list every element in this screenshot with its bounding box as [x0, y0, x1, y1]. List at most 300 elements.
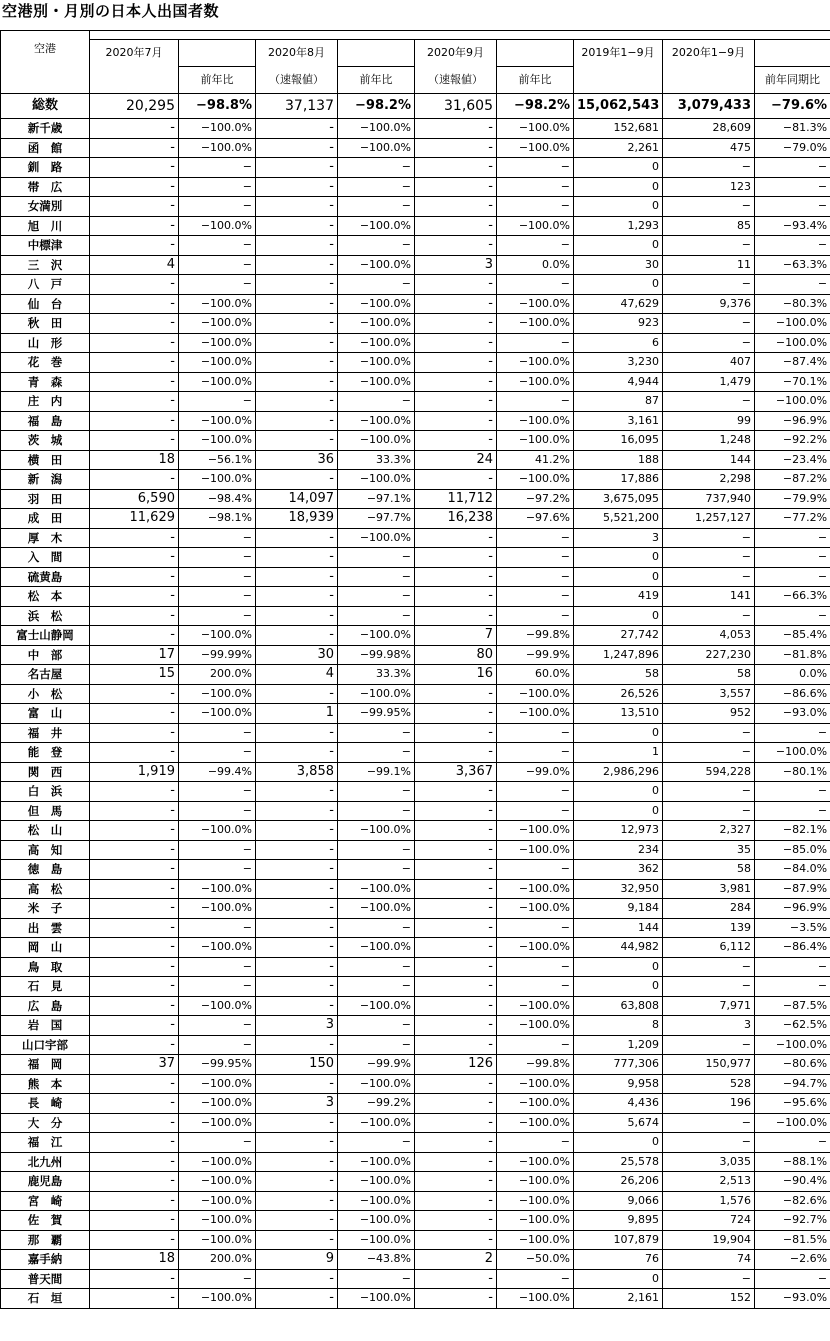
table-body	[1, 31, 830, 1309]
table-row	[1, 782, 830, 802]
airport-name: 茨 城	[1, 431, 90, 451]
airport-name: 松 山	[1, 821, 90, 841]
airport-name: 花 巻	[1, 353, 90, 373]
cell-sep-yoy: −100.0%	[497, 1094, 574, 1114]
airport-name: 新千歳	[1, 119, 90, 139]
cell-y2020: −	[663, 275, 755, 295]
cell-jul-yoy: −98.4%	[179, 489, 256, 509]
table-row	[1, 275, 830, 295]
total-jul-yoy: −98.8%	[179, 94, 256, 119]
cell-sep-yoy: −100.0%	[497, 684, 574, 704]
cell-sep: -	[415, 1269, 497, 1289]
cell-aug: -	[256, 684, 338, 704]
cell-aug: -	[256, 177, 338, 197]
cell-sep-yoy: −100.0%	[497, 1152, 574, 1172]
cell-sep: -	[415, 1211, 497, 1231]
cell-y2019: 27,742	[574, 626, 663, 646]
cell-aug: -	[256, 1211, 338, 1231]
cell-aug: -	[256, 918, 338, 938]
cell-aug-yoy: −	[338, 840, 415, 860]
table-row	[1, 470, 830, 490]
cell-aug: -	[256, 587, 338, 607]
cell-aug-yoy: −	[338, 606, 415, 626]
cell-jul: -	[90, 372, 179, 392]
cell-sep-yoy: −99.0%	[497, 762, 574, 782]
table-row	[1, 158, 830, 178]
cell-jul-yoy: −100.0%	[179, 470, 256, 490]
airport-name: 能 登	[1, 743, 90, 763]
cell-y2019: 63,808	[574, 996, 663, 1016]
cell-sep-yoy: −	[497, 743, 574, 763]
cell-y2020: 3	[663, 1016, 755, 1036]
cell-sep-yoy: −100.0%	[497, 314, 574, 334]
cell-jul: -	[90, 1211, 179, 1231]
airport-name: 福 岡	[1, 1055, 90, 1075]
cell-yoy: −	[755, 723, 830, 743]
table-row	[1, 1074, 830, 1094]
cell-aug: -	[256, 1152, 338, 1172]
cell-yoy: −81.5%	[755, 1230, 830, 1250]
airport-name: 中 部	[1, 645, 90, 665]
cell-aug: -	[256, 392, 338, 412]
cell-y2020: 99	[663, 411, 755, 431]
cell-y2020: 6,112	[663, 938, 755, 958]
cell-y2019: 76	[574, 1250, 663, 1270]
airport-name: 広 島	[1, 996, 90, 1016]
cell-sep-yoy: −100.0%	[497, 1016, 574, 1036]
cell-aug: -	[256, 275, 338, 295]
cell-jul-yoy: 200.0%	[179, 665, 256, 685]
cell-yoy: −93.0%	[755, 704, 830, 724]
cell-aug: -	[256, 314, 338, 334]
cell-jul-yoy: −	[179, 743, 256, 763]
table-row	[1, 1289, 830, 1309]
cell-sep-yoy: −	[497, 723, 574, 743]
cell-sep-yoy: −100.0%	[497, 372, 574, 392]
airport-name: 長 崎	[1, 1094, 90, 1114]
cell-y2019: 5,674	[574, 1113, 663, 1133]
cell-sep-yoy: −100.0%	[497, 1113, 574, 1133]
cell-jul-yoy: −99.99%	[179, 645, 256, 665]
cell-sep-yoy: −99.8%	[497, 626, 574, 646]
cell-aug-yoy: −100.0%	[338, 821, 415, 841]
cell-jul: -	[90, 938, 179, 958]
cell-jul-yoy: −100.0%	[179, 431, 256, 451]
cell-yoy: −100.0%	[755, 333, 830, 353]
cell-sep: -	[415, 1113, 497, 1133]
cell-aug-yoy: −	[338, 1016, 415, 1036]
cell-aug-yoy: −99.95%	[338, 704, 415, 724]
cell-y2019: 26,526	[574, 684, 663, 704]
cell-jul: -	[90, 879, 179, 899]
table-row	[1, 977, 830, 997]
cell-sep-yoy: −100.0%	[497, 1289, 574, 1309]
cell-aug: -	[256, 470, 338, 490]
cell-yoy: −96.9%	[755, 411, 830, 431]
cell-aug-yoy: −100.0%	[338, 255, 415, 275]
cell-jul: -	[90, 1016, 179, 1036]
cell-jul-yoy: −100.0%	[179, 684, 256, 704]
airport-name: 北九州	[1, 1152, 90, 1172]
cell-sep: -	[415, 606, 497, 626]
airport-name: 岩 国	[1, 1016, 90, 1036]
cell-y2019: 234	[574, 840, 663, 860]
cell-aug: -	[256, 567, 338, 587]
header-sep-prelim: （速報値）	[415, 67, 497, 94]
cell-yoy: −77.2%	[755, 509, 830, 529]
cell-y2019: 188	[574, 450, 663, 470]
cell-sep: -	[415, 138, 497, 158]
cell-sep-yoy: −100.0%	[497, 996, 574, 1016]
cell-aug: -	[256, 1074, 338, 1094]
airport-name: 中標津	[1, 236, 90, 256]
cell-sep: -	[415, 723, 497, 743]
cell-yoy: −100.0%	[755, 314, 830, 334]
cell-aug: -	[256, 294, 338, 314]
cell-aug: 9	[256, 1250, 338, 1270]
cell-aug-yoy: −	[338, 957, 415, 977]
table-row	[1, 704, 830, 724]
cell-sep-yoy: −100.0%	[497, 704, 574, 724]
cell-sep: 11,712	[415, 489, 497, 509]
cell-sep: 3	[415, 255, 497, 275]
cell-y2020: −	[663, 314, 755, 334]
cell-yoy: −	[755, 236, 830, 256]
airport-name: 横 田	[1, 450, 90, 470]
cell-yoy: −81.8%	[755, 645, 830, 665]
cell-yoy: −80.1%	[755, 762, 830, 782]
cell-jul-yoy: −	[179, 782, 256, 802]
cell-aug: -	[256, 1172, 338, 1192]
cell-y2020: −	[663, 392, 755, 412]
cell-sep-yoy: −100.0%	[497, 1211, 574, 1231]
table-row	[1, 762, 830, 782]
cell-jul-yoy: −100.0%	[179, 138, 256, 158]
cell-yoy: −	[755, 197, 830, 217]
cell-y2020: −	[663, 957, 755, 977]
cell-aug-yoy: −	[338, 801, 415, 821]
cell-sep-yoy: −	[497, 606, 574, 626]
cell-jul: -	[90, 1172, 179, 1192]
total-row	[1, 94, 830, 119]
table-row	[1, 1152, 830, 1172]
airport-name: 硫黄島	[1, 567, 90, 587]
cell-sep-yoy: −	[497, 1269, 574, 1289]
cell-yoy: −87.4%	[755, 353, 830, 373]
airport-name: 富士山静岡	[1, 626, 90, 646]
cell-aug: 3	[256, 1094, 338, 1114]
cell-y2019: 152,681	[574, 119, 663, 139]
header-row-1	[1, 40, 830, 67]
cell-jul-yoy: −	[179, 587, 256, 607]
cell-yoy: −84.0%	[755, 860, 830, 880]
airport-name: 青 森	[1, 372, 90, 392]
cell-jul-yoy: 200.0%	[179, 1250, 256, 1270]
cell-jul: -	[90, 1094, 179, 1114]
cell-y2020: 19,904	[663, 1230, 755, 1250]
cell-jul: -	[90, 606, 179, 626]
cell-jul-yoy: −100.0%	[179, 996, 256, 1016]
table-row	[1, 1211, 830, 1231]
airport-name: 高 知	[1, 840, 90, 860]
cell-sep-yoy: −	[497, 392, 574, 412]
cell-aug: -	[256, 1289, 338, 1309]
cell-jul-yoy: −	[179, 528, 256, 548]
cell-y2019: 0	[574, 275, 663, 295]
cell-sep: -	[415, 275, 497, 295]
cell-jul: 11,629	[90, 509, 179, 529]
cell-y2019: 107,879	[574, 1230, 663, 1250]
cell-sep: -	[415, 1016, 497, 1036]
airport-name: 浜 松	[1, 606, 90, 626]
table-row	[1, 1035, 830, 1055]
cell-sep-yoy: −97.6%	[497, 509, 574, 529]
cell-jul: -	[90, 840, 179, 860]
cell-y2019: 362	[574, 860, 663, 880]
cell-yoy: −80.3%	[755, 294, 830, 314]
cell-aug: -	[256, 977, 338, 997]
cell-aug: -	[256, 1230, 338, 1250]
cell-jul: -	[90, 236, 179, 256]
cell-y2019: 0	[574, 177, 663, 197]
cell-jul-yoy: −	[179, 918, 256, 938]
table-row	[1, 1230, 830, 1250]
cell-jul: -	[90, 1230, 179, 1250]
cell-sep: -	[415, 470, 497, 490]
airport-name: 松 本	[1, 587, 90, 607]
cell-aug: -	[256, 821, 338, 841]
cell-aug-yoy: −100.0%	[338, 528, 415, 548]
table-row	[1, 567, 830, 587]
cell-sep: -	[415, 899, 497, 919]
cell-y2019: 9,958	[574, 1074, 663, 1094]
cell-y2019: 87	[574, 392, 663, 412]
cell-jul-yoy: −98.1%	[179, 509, 256, 529]
table-row	[1, 743, 830, 763]
cell-yoy: −	[755, 782, 830, 802]
cell-jul-yoy: −	[179, 1035, 256, 1055]
cell-sep-yoy: −	[497, 957, 574, 977]
cell-sep: -	[415, 1035, 497, 1055]
cell-y2019: 0	[574, 801, 663, 821]
cell-aug: -	[256, 158, 338, 178]
cell-aug-yoy: −	[338, 1133, 415, 1153]
cell-aug-yoy: −	[338, 236, 415, 256]
cell-sep: 16,238	[415, 509, 497, 529]
cell-jul: 1,919	[90, 762, 179, 782]
cell-yoy: −92.7%	[755, 1211, 830, 1231]
cell-yoy: −	[755, 606, 830, 626]
cell-y2020: 9,376	[663, 294, 755, 314]
cell-y2020: 3,557	[663, 684, 755, 704]
cell-y2019: 0	[574, 1269, 663, 1289]
table-row	[1, 684, 830, 704]
cell-sep-yoy: −100.0%	[497, 353, 574, 373]
cell-y2020: 2,327	[663, 821, 755, 841]
table-row	[1, 1113, 830, 1133]
cell-y2019: 144	[574, 918, 663, 938]
cell-y2020: −	[663, 1269, 755, 1289]
cell-y2019: 0	[574, 606, 663, 626]
table-row	[1, 314, 830, 334]
cell-y2020: 141	[663, 587, 755, 607]
cell-sep: -	[415, 392, 497, 412]
cell-aug: -	[256, 723, 338, 743]
cell-sep: 126	[415, 1055, 497, 1075]
cell-sep-yoy: −100.0%	[497, 294, 574, 314]
cell-sep: -	[415, 840, 497, 860]
cell-yoy: −100.0%	[755, 392, 830, 412]
cell-yoy: −92.2%	[755, 431, 830, 451]
table-row	[1, 1250, 830, 1270]
cell-y2019: 3,675,095	[574, 489, 663, 509]
cell-y2020: 74	[663, 1250, 755, 1270]
cell-y2020: 1,479	[663, 372, 755, 392]
cell-y2020: 2,513	[663, 1172, 755, 1192]
table-row	[1, 294, 830, 314]
table-row	[1, 587, 830, 607]
cell-y2019: 12,973	[574, 821, 663, 841]
cell-y2019: 47,629	[574, 294, 663, 314]
cell-sep: -	[415, 567, 497, 587]
cell-sep: -	[415, 177, 497, 197]
cell-jul: -	[90, 957, 179, 977]
airport-name: 熊 本	[1, 1074, 90, 1094]
cell-yoy: −79.9%	[755, 489, 830, 509]
cell-jul: -	[90, 996, 179, 1016]
cell-sep-yoy: −100.0%	[497, 216, 574, 236]
airport-name: 小 松	[1, 684, 90, 704]
cell-sep: -	[415, 1094, 497, 1114]
cell-jul: 37	[90, 1055, 179, 1075]
cell-y2020: 1,248	[663, 431, 755, 451]
cell-jul: -	[90, 821, 179, 841]
cell-aug: -	[256, 216, 338, 236]
cell-yoy: −81.3%	[755, 119, 830, 139]
table-row	[1, 1269, 830, 1289]
cell-sep: -	[415, 294, 497, 314]
table-row	[1, 606, 830, 626]
cell-sep: -	[415, 821, 497, 841]
cell-sep-yoy: −	[497, 587, 574, 607]
cell-jul-yoy: −100.0%	[179, 353, 256, 373]
cell-y2020: 594,228	[663, 762, 755, 782]
cell-sep-yoy: −100.0%	[497, 1074, 574, 1094]
cell-y2019: 1,247,896	[574, 645, 663, 665]
cell-jul: -	[90, 119, 179, 139]
cell-y2020: 58	[663, 860, 755, 880]
cell-aug-yoy: −100.0%	[338, 996, 415, 1016]
cell-y2020: −	[663, 158, 755, 178]
cell-sep-yoy: −100.0%	[497, 119, 574, 139]
cell-aug: -	[256, 138, 338, 158]
table-row	[1, 1055, 830, 1075]
cell-aug-yoy: −	[338, 392, 415, 412]
cell-yoy: −70.1%	[755, 372, 830, 392]
cell-aug-yoy: −	[338, 918, 415, 938]
cell-sep-yoy: −	[497, 1133, 574, 1153]
cell-sep-yoy: −100.0%	[497, 1230, 574, 1250]
cell-yoy: −87.2%	[755, 470, 830, 490]
cell-sep-yoy: −100.0%	[497, 1191, 574, 1211]
cell-y2019: 1,293	[574, 216, 663, 236]
cell-jul-yoy: −100.0%	[179, 333, 256, 353]
airport-name: 庄 内	[1, 392, 90, 412]
cell-sep: -	[415, 216, 497, 236]
cell-aug-yoy: −43.8%	[338, 1250, 415, 1270]
cell-aug-yoy: −99.98%	[338, 645, 415, 665]
cell-y2019: 0	[574, 1133, 663, 1153]
cell-jul-yoy: −100.0%	[179, 704, 256, 724]
cell-yoy: −	[755, 1133, 830, 1153]
table-row	[1, 197, 830, 217]
airport-name: 鹿児島	[1, 1172, 90, 1192]
header-sep-yoy: 前年比	[497, 67, 574, 94]
cell-aug-yoy: −	[338, 275, 415, 295]
table-row	[1, 333, 830, 353]
cell-jul-yoy: −	[179, 840, 256, 860]
cell-jul: -	[90, 333, 179, 353]
outbound-table	[0, 30, 830, 1309]
cell-y2020: 150,977	[663, 1055, 755, 1075]
cell-yoy: −85.0%	[755, 840, 830, 860]
cell-aug-yoy: −99.9%	[338, 1055, 415, 1075]
cell-jul: 18	[90, 1250, 179, 1270]
cell-aug: -	[256, 411, 338, 431]
cell-y2020: 528	[663, 1074, 755, 1094]
cell-jul: 4	[90, 255, 179, 275]
cell-sep: -	[415, 977, 497, 997]
cell-sep-yoy: −100.0%	[497, 899, 574, 919]
cell-jul: -	[90, 411, 179, 431]
cell-aug: -	[256, 840, 338, 860]
cell-y2019: 0	[574, 197, 663, 217]
cell-jul: -	[90, 470, 179, 490]
cell-jul: -	[90, 392, 179, 412]
cell-jul-yoy: −100.0%	[179, 879, 256, 899]
cell-yoy: −3.5%	[755, 918, 830, 938]
airport-name: 山口宇部	[1, 1035, 90, 1055]
table-row	[1, 450, 830, 470]
cell-sep: -	[415, 353, 497, 373]
cell-sep-yoy: 41.2%	[497, 450, 574, 470]
cell-y2020: −	[663, 1133, 755, 1153]
cell-aug-yoy: 33.3%	[338, 450, 415, 470]
cell-yoy: −63.3%	[755, 255, 830, 275]
table-row	[1, 957, 830, 977]
cell-aug-yoy: −100.0%	[338, 899, 415, 919]
cell-jul-yoy: −	[179, 548, 256, 568]
cell-jul-yoy: −100.0%	[179, 1172, 256, 1192]
cell-aug: -	[256, 236, 338, 256]
cell-sep: -	[415, 158, 497, 178]
cell-sep: -	[415, 1230, 497, 1250]
cell-aug: 30	[256, 645, 338, 665]
cell-jul: -	[90, 1133, 179, 1153]
cell-aug-yoy: −100.0%	[338, 879, 415, 899]
airport-name: 関 西	[1, 762, 90, 782]
table-row	[1, 236, 830, 256]
cell-y2020: −	[663, 1113, 755, 1133]
cell-aug-yoy: −100.0%	[338, 938, 415, 958]
cell-yoy: −86.4%	[755, 938, 830, 958]
table-row	[1, 255, 830, 275]
cell-y2020: 284	[663, 899, 755, 919]
table-row	[1, 821, 830, 841]
cell-sep: -	[415, 1074, 497, 1094]
cell-y2019: 0	[574, 567, 663, 587]
airport-name: 女満別	[1, 197, 90, 217]
